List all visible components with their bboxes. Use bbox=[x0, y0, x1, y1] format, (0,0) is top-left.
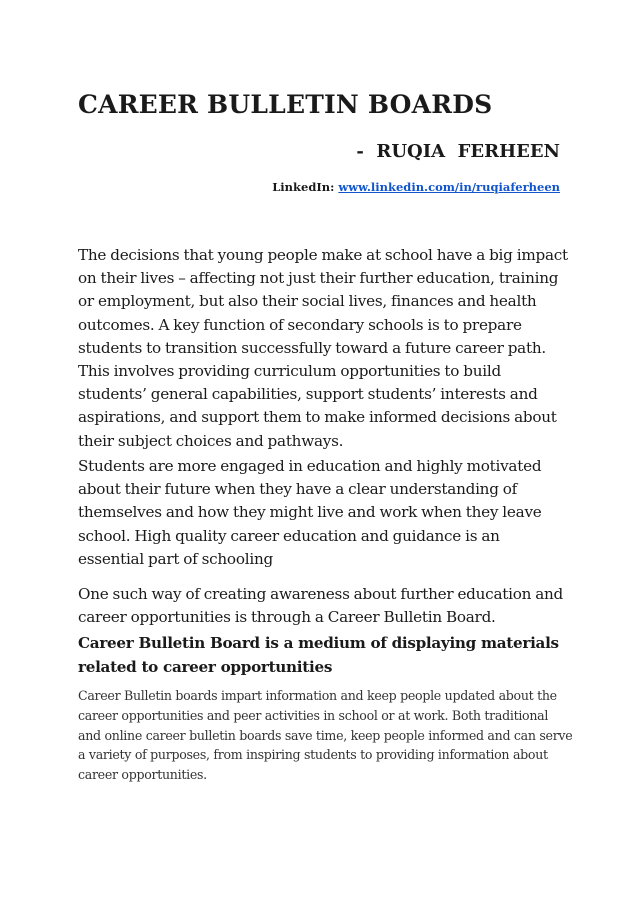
author-name: - RUQIA FERHEEN bbox=[356, 141, 560, 162]
document-title: CAREER BULLETIN BOARDS bbox=[78, 90, 493, 119]
linkedin-line bbox=[272, 180, 560, 194]
engagement-paragraph: Students are more engaged in education and highly motivated about their future when they have a clear understanding of themselves and how they might live and work when they leave school. High quality career education and guidance is an essential part of schooling bbox=[78, 457, 542, 568]
section-subheading: Career Bulletin Board is a medium of displaying materials related to career opportunities bbox=[78, 634, 559, 676]
awareness-paragraph: One such way of creating awareness about further education and career opportunities is through a Career Bulletin Board. bbox=[78, 585, 564, 627]
linkedin-link[interactable]: www.linkedin.com/in/ruqiaferheen bbox=[338, 180, 560, 194]
closing-paragraph: Career Bulletin boards impart information and keep people updated about the career opportunities and peer activities in school or at work. Both traditional and online career bulletin boards save time, keep people informed and can serve a variety of purposes, from inspiring students to providing information about career opportunities. bbox=[78, 688, 573, 783]
intro-paragraph: The decisions that young people make at school have a big impact on their lives – affecting not just their further education, training or employment, but also their social lives, finances and health outcomes. A key function of secondary schools is to prepare students to transition successfully toward a future career path. This involves providing curriculum opportunities to build students’ general capabilities, support students’ interests and aspirations, and support them to make informed decisions about their subject choices and pathways. bbox=[78, 246, 568, 450]
linkedin-label: LinkedIn: bbox=[272, 180, 339, 194]
